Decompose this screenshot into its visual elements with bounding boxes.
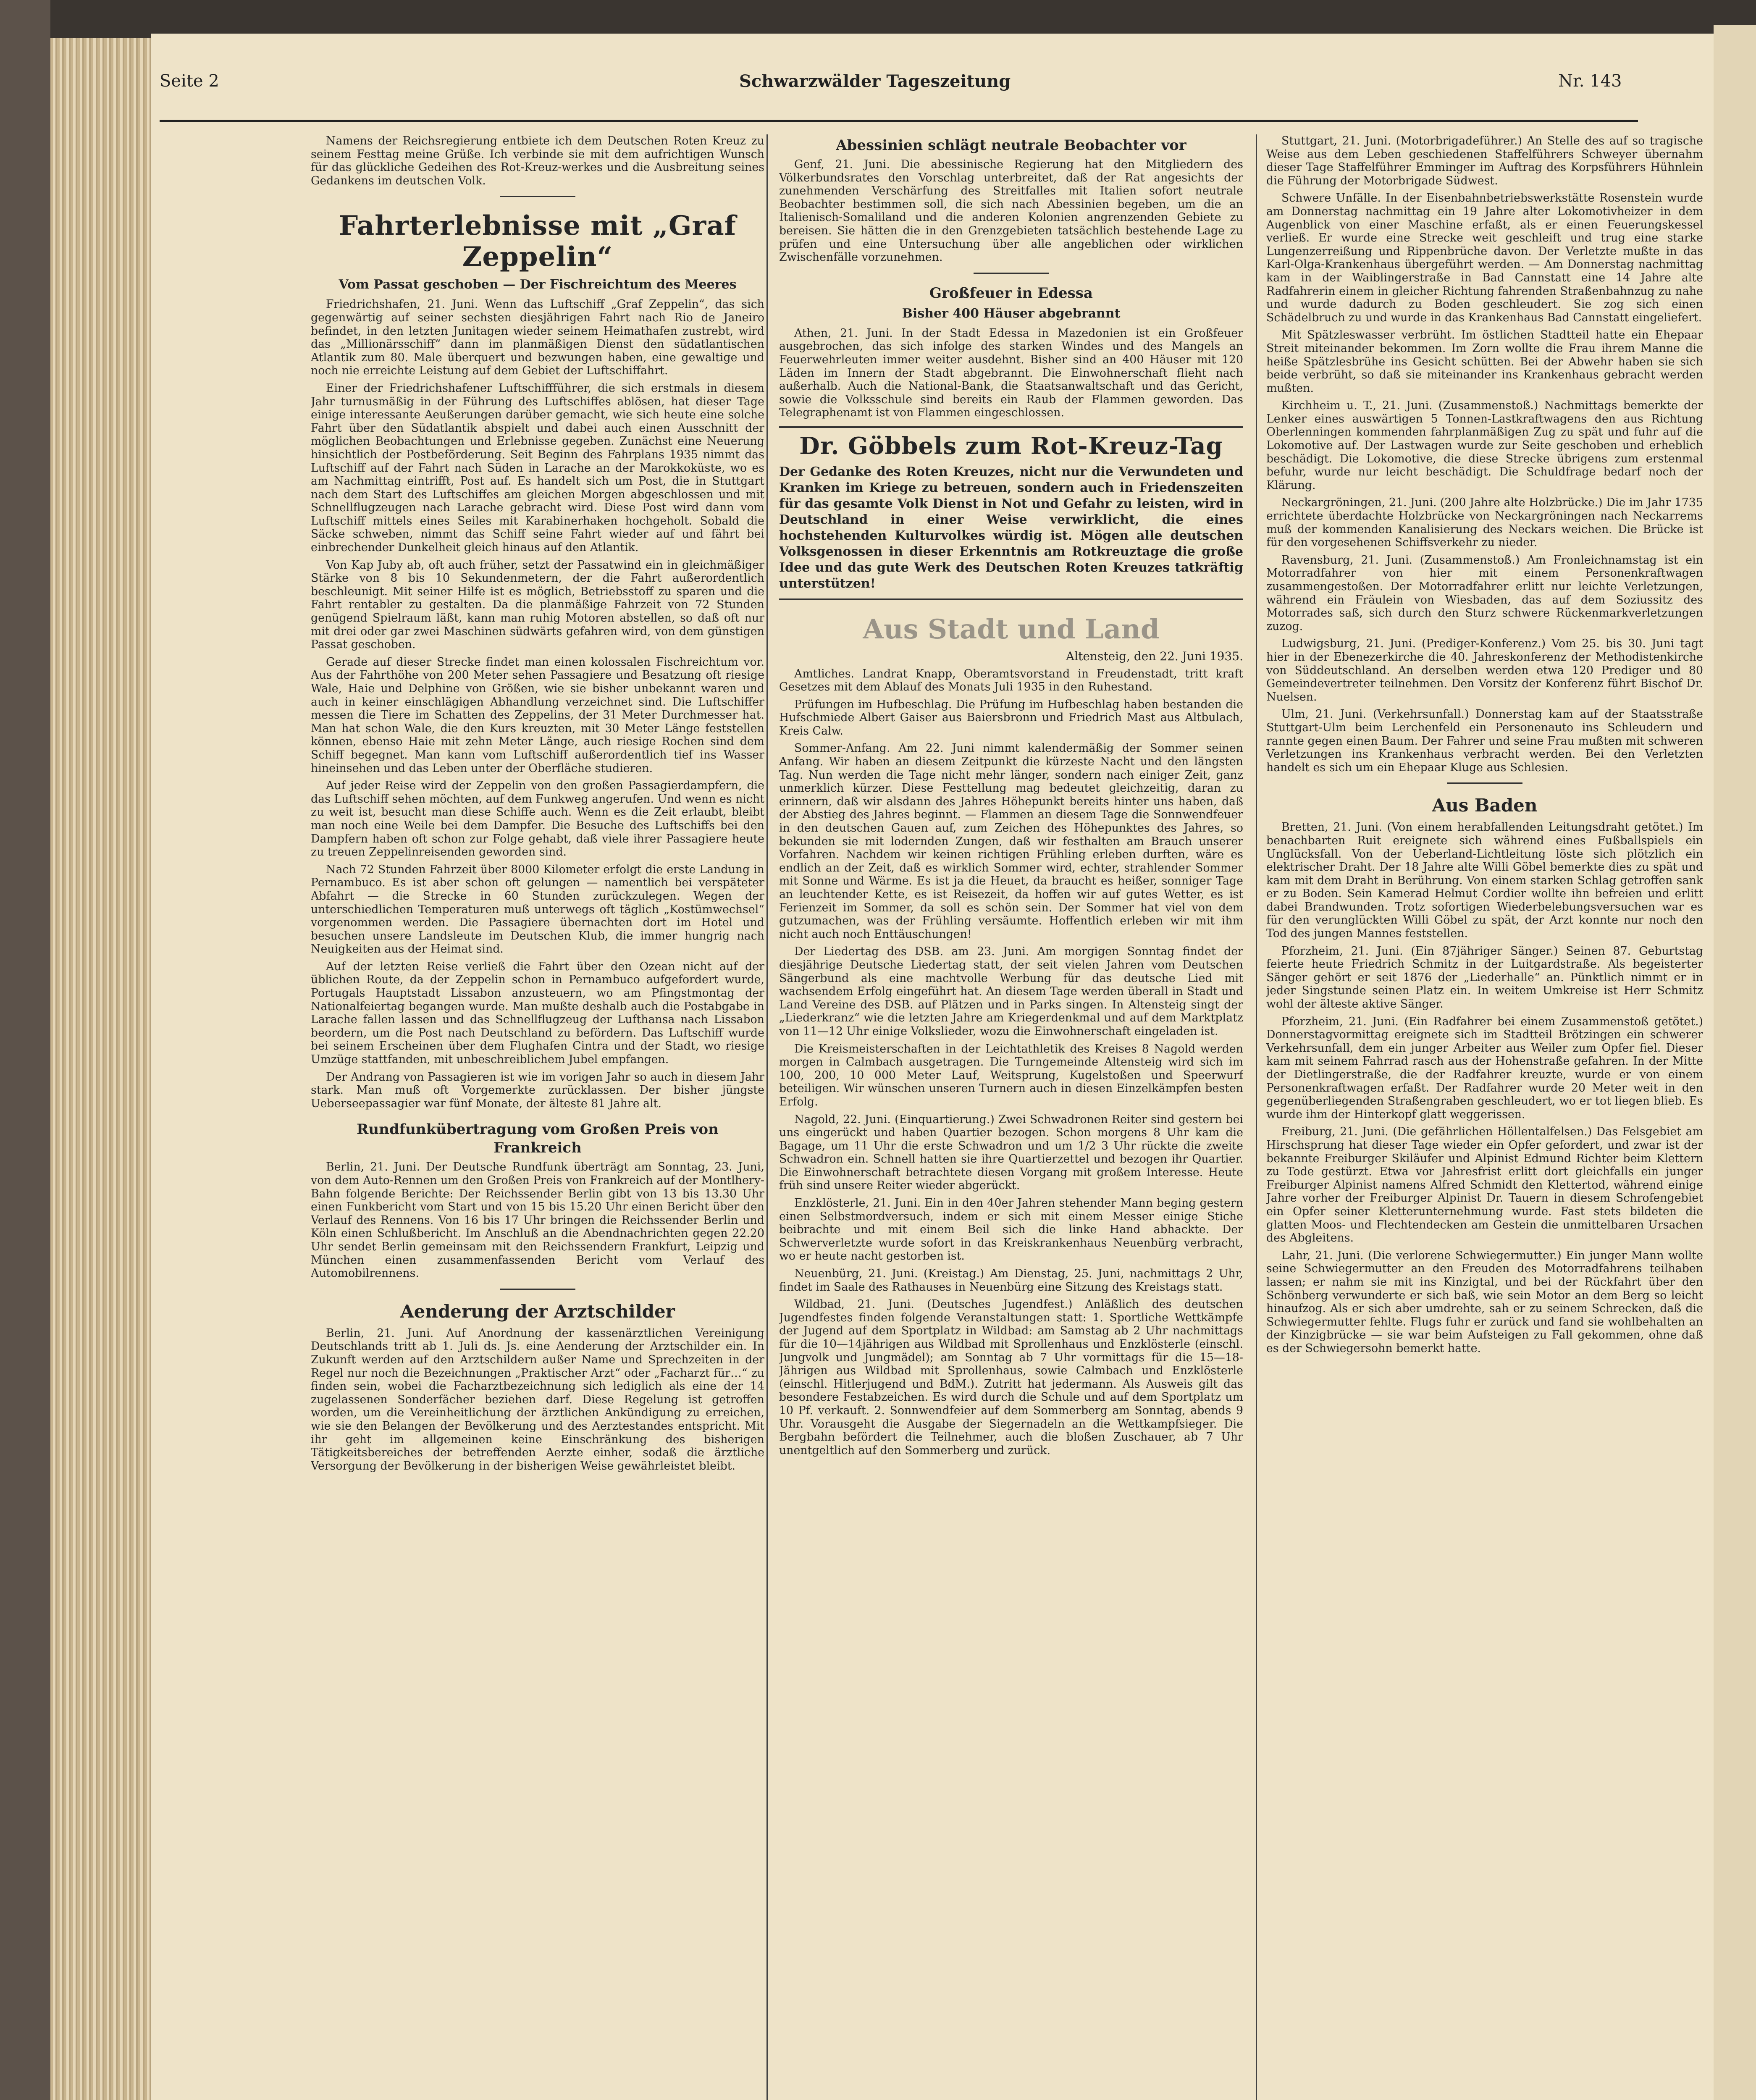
article-paragraph: Der Andrang von Passagieren ist wie im vorigen Jahr so auch in diesem Jahr stark. Man muß oft Vorgemerkte zurücklassen. Der bisher jüngste Ueberseepassagier war fünf Monate, der älteste 81 Jahre alt.	[311, 1070, 764, 1110]
article-paragraph: Nach 72 Stunden Fahrzeit über 8000 Kilometer erfolgt die erste Landung in Pernambuco. Es ist aber schon oft gelungen — namentlich bei verspäteter Abfahrt — die Strecke in 60 Stunden zurückzulegen. Wegen der unterschiedlichen Temperaturen muß unterwegs oft täglich „Kostümwechsel“ vorgenommen werden. Die Passagiere übernachten dort im Hotel und besuchen unsere Landsleute im Deutschen Klub, die immer hungrig nach Neuigkeiten aus der Heimat sind.	[311, 863, 764, 956]
article-paragraph: Amtliches. Landrat Knapp, Oberamtsvorstand in Freudenstadt, tritt kraft Gesetzes mit dem Ablauf des Monats Juli 1935 in den Ruhestand.	[779, 667, 1243, 694]
article-paragraph: Enzklösterle, 21. Juni. Ein in den 40er Jahren stehender Mann beging gestern einen Selbstmordversuch, indem er sich mit einem Messer einige Stiche beibrachte und mit einem Beil sich die linke Hand abhackte. Der Schwerverletzte wurde sofort in das Kreiskrankenhaus Neuenbürg verbracht, wo er heute nacht gestorben ist.	[779, 1197, 1243, 1263]
divider	[500, 196, 575, 197]
article-paragraph: Neuenbürg, 21. Juni. (Kreistag.) Am Dienstag, 25. Juni, nachmittags 2 Uhr, findet im Saale des Rathauses in Neuenbürg eine Sitzung des Kreistags statt.	[779, 1267, 1243, 1294]
article-paragraph: Der Liedertag des DSB. am 23. Juni. Am morgigen Sonntag findet der diesjährige Deutsche Liedertag statt, der seit vielen Jahren vom Deutschen Sängerbund als eine machtvolle Werbung für das deutsche Lied mit wachsendem Erfolg eingeführt hat. An diesem Tage werden überall in Stadt und Land Vereine des DSB. auf Plätzen und in Parks singen. In Altensteig singt der „Liederkranz“ wie die letzten Jahre am Kriegerdenkmal und auf dem Marktplatz von 11—12 Uhr einige Volkslieder, wozu die Einwohnerschaft eingeladen ist.	[779, 945, 1243, 1038]
article-paragraph: Prüfungen im Hufbeschlag. Die Prüfung im Hufbeschlag haben bestanden die Hufschmiede Albert Gaiser aus Baiersbronn und Friedrich Mast aus Altbulach, Kreis Calw.	[779, 698, 1243, 738]
article-paragraph: Auf jeder Reise wird der Zeppelin von den großen Passagierdampfern, die das Luftschiff sehen möchten, auf dem Funkweg angerufen. Und wenn es nicht zu weit ist, besucht man diese Schiffe auch. Wenn es die Zeit erlaubt, bleibt man noch eine Weile bei dem Dampfer. Die Besuche des Luftschiffs bei den Dampfern haben oft schon zur Folge gehabt, daß viele ihrer Passagiere heute zu treuen Zeppelinreisenden geworden sind.	[311, 779, 764, 859]
column-2	[779, 134, 1243, 2100]
article-paragraph: Ravensburg, 21. Juni. (Zusammenstoß.) Am Fronleichnamstag ist ein Motorradfahrer von hier mit einem Personenkraftwagen zusammengestoßen. Der Motorradfahrer erlitt nur leichte Verletzungen, während ein Fräulein von Wiesbaden, das auf dem Soziussitz des Motorrades saß, sich durch den Sturz schwere Rückenmarkverletzungen zuzog.	[1266, 553, 1703, 633]
article-paragraph: Gerade auf dieser Strecke findet man einen kolossalen Fischreichtum vor. Aus der Fahrthöhe von 200 Meter sehen Passagiere und Besatzung oft riesige Wale, Haie und Delphine von Größen, wie sie bisher unbekannt waren und auch in keiner einschlägigen Abhandlung verzeichnet sind. Die Luftschiffer messen die Tiere im Schatten des Zeppelins, der 31 Meter Durchmesser hat. Man hat schon Wale, die den Kurs kreuzten, mit 30 Meter Länge feststellen können, ebenso Haie mit zehn Meter Länge, auch riesige Rochen sind dem Schiff begegnet. Man kann vom Luftschiff außerordentlich tief ins Wasser hineinsehen und das Leben unter der Oberfläche studieren.	[311, 655, 764, 775]
article-paragraph: Lahr, 21. Juni. (Die verlorene Schwiegermutter.) Ein junger Mann wollte seine Schwiegermutter an den Freuden des Motorradfahrens teilhaben lassen; er nahm sie mit ins Kinzigtal, und bei der Rückfahrt über den Schönberg verwunderte er sich baß, wie sein Motor an dem Berg so leicht hinaufzog. Als er sich aber umdrehte, sah er zu seinem Schrecken, daß die Schwiegermutter fehlte. Flugs fuhr er zurück und fand sie wohlbehalten an der Kinzigbrücke — sie war beim Aufsteigen zu Fall gekommen, ohne daß es der Schwiegersohn bemerkt hatte.	[1266, 1249, 1703, 1355]
page-number: Seite 2	[160, 71, 219, 91]
article-paragraph: Mit Spätzleswasser verbrüht. Im östlichen Stadtteil hatte ein Ehepaar Streit miteinander bekommen. Im Zorn wollte die Frau ihrem Manne die heiße Spätzlesbrühe ins Gesicht schütten. Bei der Abwehr haben sie sich beide verbrüht, so daß sie miteinander ins Krankenhaus gebracht werden mußten.	[1266, 328, 1703, 395]
article-paragraph: Nagold, 22. Juni. (Einquartierung.) Zwei Schwadronen Reiter sind gestern bei uns eingerückt und haben Quartier bezogen. Schon morgens 8 Uhr kam die Bagage, um 11 Uhr die erste Schwadron und um 1/2 3 Uhr rückte die zweite Schwadron ein. Schnell hatten sie ihre Quartierzettel und bezogen ihr Quartier. Die Einwohnerschaft betrachtete diesen Vorgang mit großem Interesse. Heute früh sind unsere Reiter wieder abgerückt.	[779, 1113, 1243, 1192]
subheadline: Bisher 400 Häuser abgebrannt	[902, 306, 1121, 321]
issue-number: Nr. 143	[1558, 71, 1622, 91]
headline: Fahrterlebnisse mit „Graf Zeppelin“	[339, 210, 737, 273]
adjacent-page-edge	[1714, 25, 1756, 2100]
divider	[779, 598, 1243, 600]
column-1	[311, 134, 764, 2100]
article-paragraph: Freiburg, 21. Juni. (Die gefährlichen Höllentalfelsen.) Das Felsgebiet am Hirschsprung hat dieser Tage wieder ein Opfer gefordert, und zwar ist der bekannte Freiburger Skiläufer und Alpinist Edmund Richter beim Klettern zu Tode gestürzt. Etwa vor Jahresfrist erlitt dort gleichfalls ein junger Freiburger Alpinist namens Alfred Schmidt den Klettertod, während einige Jahre vorher der Freiburger Alpinist Dr. Tauern in diesem Schrofengebiet ein Opfer seiner Kletterunternehmung wurde. Fast stets bildeten die glatten Moos- und Flechtendecken am Gestein die unmittelbaren Ursachen des Abgleitens.	[1266, 1125, 1703, 1245]
book-binding	[0, 0, 50, 2100]
column-divider	[766, 134, 768, 2100]
dateline: Altensteig, den 22. Juni 1935.	[1066, 649, 1243, 663]
article-paragraph: Ulm, 21. Juni. (Verkehrsunfall.) Donnerstag kam auf der Staatsstraße Stuttgart-Ulm beim Lerchenfeld ein Personenauto ins Schleudern und rannte gegen einen Baum. Der Fahrer und seine Frau mußten mit schweren Verletzungen ins Krankenhaus verbracht werden. Bei den Verletzten handelt es sich um ein Ehepaar Kluge aus Schlesien.	[1266, 708, 1703, 774]
article-paragraph: Wildbad, 21. Juni. (Deutsches Jugendfest.) Anläßlich des deutschen Jugendfestes finden folgende Veranstaltungen statt: 1. Sportliche Wettkämpfe der Jugend auf dem Sportplatz in Wildbad: am Samstag ab 2 Uhr nachmittags für die 10—14jährigen aus Wildbad mit Sprollenhaus und Enzklösterle (einschl. Jungvolk und Jungmädel); am Sonntag ab 7 Uhr vormittags für die 15—18-Jährigen aus Wildbad mit Sprollenhaus, sowie Calmbach und Enzklösterle (einschl. Hitlerjugend und BdM.). Zutritt hat jedermann. Als Ausweis gilt das besondere Festabzeichen. Es wird durch die Schule und auf dem Sportplatz um 10 Pf. verkauft. 2. Sonnwendfeier auf dem Sommerberg am Sonntag, abends 9 Uhr. Vorausgeht die Ausgabe der Siegernadeln an die Wettkampfsieger. Die Bergbahn befördert die Teilnehmer, auch die bloßen Zuschauer, ab 7 Uhr unentgeltlich auf den Sommerberg und zurück.	[779, 1298, 1243, 1457]
article-paragraph: Sommer-Anfang. Am 22. Juni nimmt kalendermäßig der Sommer seinen Anfang. Wir haben an diesem Zeitpunkt die kürzeste Nacht und den längsten Tag. Nun werden die Tage nicht mehr länger, sondern nach einiger Zeit, ganz unmerklich kürzer. Diese Festtellung mag bedeutet gleichzeitig, daran zu erinnern, daß wir alsdann des Jahres Höhepunkt bereits hinter uns haben, daß der Abstieg des Jahres beginnt. — Flammen an diesem Tage die Sonnwendfeuer in den deutschen Gauen auf, zum Zeichen des Höhepunktes des Jahres, so bekunden sie mit lodernden Zungen, daß wir festhalten am Brauch unserer Vorfahren. Nachdem wir keinen richtigen Frühling erleben durften, wäre es endlich an der Zeit, daß es wirklich Sommer wird, echter, strahlender Sommer mit Sonne und Wärme. Es ist ja die Heuet, da braucht es heißer, sonniger Tage an leuchtender Kette, es ist Reisezeit, da hoffen wir auf gutes Wetter, es ist Ferienzeit im Sommer, da soll es schön sein. Der Sommer hat viel von dem gutzumachen, was der Frühling versäumte. Hoffentlich erleben wir mit ihm nicht auch noch Enttäuschungen!	[779, 742, 1243, 941]
article-paragraph: Namens der Reichsregierung entbiete ich dem Deutschen Roten Kreuz zu seinem Festtag meine Grüße. Ich verbinde sie mit dem aufrichtigen Wunsch für das glückliche Gedeihen des Rot-Kreuz-werkes und die Ausbreitung seines Gedankens im deutschen Volk.	[311, 134, 764, 187]
article-paragraph: Stuttgart, 21. Juni. (Motorbrigadeführer.) An Stelle des auf so tragische Weise aus dem Leben geschiedenen Staffelführers Schweyer übernahm dieser Tage Staffelführer Emminger im Auftrag des Korpsführers Hühnlein die Führung der Motorbrigade Südwest.	[1266, 134, 1703, 187]
article-paragraph: Genf, 21. Juni. Die abessinische Regierung hat den Mitgliedern des Völkerbundsrates den Vorschlag unterbreitet, daß der Rat angesichts der zunehmenden Verschärfung des Streitfalles mit Italien sofort neutrale Beobachter bestimmen soll, die sich nach Abessinien begeben, um die an Italienisch-Somaliland und die anderen Kolonien angrenzenden Gebiete zu bereisen. Sie hätten die in den Grenzgebieten tatsächlich bestehende Lage zu prüfen und eine Untersuchung über alle angeblichen oder wirklichen Zwischenfälle vorzunehmen.	[779, 158, 1243, 264]
section-title: Aus Stadt und Land	[863, 613, 1160, 645]
article-paragraph: Einer der Friedrichshafener Luftschiffführer, die sich erstmals in diesem Jahr turnusmäßig in der Führung des Luftschiffes ablösen, hat dieser Tage einige interessante Aeußerungen darüber gemacht, wie sich heute eine solche Fahrt über den Südatlantik abspielt und dabei auch einen Ausschnitt der möglichen Beobachtungen und Erlebnisse gegeben. Zunächst eine Neuerung hinsichtlich der Postbeförderung. Seit Beginn des Fahrplans 1935 nimmt das Luftschiff auf der Fahrt nach Süden in Larache an der Marokkoküste, wo es am Nachmittag eintrifft, Post auf. Es handelt sich um Post, die in Stuttgart nach dem Start des Luftschiffes am gleichen Morgen abgeschlossen und mit Schnellflugzeugen nach Larache gebracht wird. Diese Post wird dann vom Luftschiff mittels eines Seiles mit Karabinerhaken hochgeholt. Sobald die Säcke schweben, nimmt das Schiff seine Fahrt wieder auf und fährt bei einbrechender Dunkelheit gleich hinaus auf den Atlantik.	[311, 381, 764, 554]
article-paragraph: Ludwigsburg, 21. Juni. (Prediger-Konferenz.) Vom 25. bis 30. Juni tagt hier in der Ebenezerkirche die 40. Jahreskonferenz der Methodistenkirche von Süddeutschland. An derselben werden etwa 120 Prediger und 80 Gemeindevertreter teilnehmen. Den Vorsitz der Konferenz führt Bischof Dr. Nuelsen.	[1266, 637, 1703, 704]
page-edges	[50, 38, 151, 2100]
article-paragraph: Auf der letzten Reise verließ die Fahrt über den Ozean nicht auf der üblichen Route, da der Zeppelin schon in Pernambuco aufgefordert wurde, Portugals Hauptstadt Lissabon anzusteuern, wo am Pfingstmontag der Nationalfeiertag begangen wurde. Man mußte deshalb auch die Postabgabe in Larache fallen lassen und das Schnellflugzeug der Lufthansa nach Lissabon beordern, um die Post nach Deutschland zu befördern. Das Luftschiff wurde bei seinem Erscheinen über dem Flughafen Cintra und der Stadt, wo riesige Umzüge stattfanden, mit unbeschreiblichem Jubel empfangen.	[311, 960, 764, 1066]
headline: Rundfunkübertragung vom Großen Preis von Frankreich	[357, 1121, 719, 1157]
newspaper-title: Schwarzwälder Tageszeitung	[739, 71, 1011, 91]
headline: Großfeuer in Edessa	[929, 284, 1093, 302]
header-rule	[160, 120, 1638, 122]
article-paragraph: Schwere Unfälle. In der Eisenbahnbetriebswerkstätte Rosenstein wurde am Donnerstag nachmittag ein 19 Jahre alter Lokomotivheizer in dem Augenblick von einer Maschine erfaßt, als er einen Feuerungskessel verließ. Er wurde eine Strecke weit geschleift und trug eine starke Lungenzerreißung und Rippenbrüche davon. Der Verletzte mußte in das Karl-Olga-Krankenhaus übergeführt werden. — Am Donnerstag nachmittag kam in der Waiblingerstraße in Bad Cannstatt eine 14 Jahre alte Radfahrerin einem in gleicher Richtung fahrenden Straßenbahnzug zu nahe und wurde dadurch zu Boden geschleudert. Sie zog sich einen Schädelbruch zu und wurde in das Krankenhaus Bad Cannstatt eingeliefert.	[1266, 192, 1703, 324]
article-paragraph: Von Kap Juby ab, oft auch früher, setzt der Passatwind ein in gleichmäßiger Stärke von 8 bis 10 Sekundenmetern, der die Fahrt außerordentlich beschleunigt. Mit seiner Hilfe ist es möglich, Betriebsstoff zu sparen und die Fahrt rentabler zu gestalten. Da die planmäßige Fahrzeit von 72 Stunden genügend Spielraum läßt, kann man ruhig Motoren abstellen, so daß oft nur mit drei oder gar zwei Maschinen südwärts gefahren wird, von dem günstigen Passat geschoben.	[311, 558, 764, 651]
article-paragraph: Bretten, 21. Juni. (Von einem herabfallenden Leitungsdraht getötet.) Im benachbarten Ruit ereignete sich während eines Fußballspiels ein Unglücksfall. Von der Ueberland-Lichtleitung löste sich plötzlich ein elektrischer Draht. Der 18 Jahre alte Willi Göbel bemerkte dies zu spät und kam mit dem Draht in Berührung. Von einem starken Schlag getroffen sank er zu Boden. Sein Kamerad Helmut Cordier wollte ihn befreien und erlitt dabei Brandwunden. Trotz sofortigen Wiederbelebungsversuchen war es für den verunglückten Willi Göbel zu spät, der Arzt konnte nur noch den Tod des jungen Mannes feststellen.	[1266, 821, 1703, 940]
article-paragraph: Neckargröningen, 21. Juni. (200 Jahre alte Holzbrücke.) Die im Jahr 1735 errichtete überdachte Holzbrücke von Neckargröningen nach Neckarrems muß der kommenden Kanalisierung des Neckars weichen. Die Brücke ist für den vorgesehenen Schiffsverkehr zu nieder.	[1266, 496, 1703, 549]
divider	[500, 1289, 575, 1290]
article-paragraph: Pforzheim, 21. Juni. (Ein Radfahrer bei einem Zusammenstoß getötet.) Donnerstagvormittag ereignete sich im Stadtteil Brötzingen ein schwerer Verkehrsunfall, dem ein junger Arbeiter aus Weiler zum Opfer fiel. Dieser kam mit seinem Fahrrad rasch aus der Hohenstraße gefahren. In der Mitte der Dietlingerstraße, die der Radfahrer kreuzte, wurde er von einem Personenkraftwagen erfaßt. Der Radfahrer wurde 20 Meter weit in den gegenüberliegenden Straßengraben geschleudert, wo er tot liegen blieb. Es wurde ihm der Hinterkopf glatt weggerissen.	[1266, 1015, 1703, 1121]
article-paragraph: Berlin, 21. Juni. Der Deutsche Rundfunk überträgt am Sonntag, 23. Juni, von dem Auto-Rennen um den Großen Preis von Frankreich auf der Montlhery-Bahn folgende Berichte: Der Reichssender Berlin gibt von 13 bis 13.30 Uhr einen Funkbericht vom Start und von 15 bis 15.20 Uhr einen Bericht über den Verlauf des Rennens. Von 16 bis 17 Uhr bringen die Reichssender Berlin und Köln einen Schlußbericht. Im Anschluß an die Abendnachrichten gegen 22.20 Uhr sendet Berlin gemeinsam mit den Reichssendern Frankfurt, Leipzig und München einen zusammenfassenden Bericht vom Verlauf des Automobilrennens.	[311, 1160, 764, 1280]
column-3	[1266, 134, 1703, 2100]
headline: Aenderung der Arztschilder	[400, 1301, 675, 1322]
article-paragraph: Athen, 21. Juni. In der Stadt Edessa in Mazedonien ist ein Großfeuer ausgebrochen, das sich infolge des starken Windes und des Mangels an Feuerwehrleuten immer weiter ausdehnt. Bisher sind an 400 Häuser mit 120 Läden im Innern der Stadt abgebrannt. Die Einwohnerschaft flieht nach außerhalb. Auch die National-Bank, die Staatsanwaltschaft und das Gericht, sowie die Volksschule sind bereits ein Raub der Flammen geworden. Das Telegraphenamt ist von Flammen eingeschlossen.	[779, 326, 1243, 420]
headline: Abessinien schlägt neutrale Beobachter vor	[836, 137, 1186, 154]
article-paragraph: Kirchheim u. T., 21. Juni. (Zusammenstoß.) Nachmittags bemerkte der Lenker eines auswärtigen 5 Tonnen-Lastkraftwagens den aus Richtung Oberlenningen kommenden fahrplanmäßigen Zug zu spät und fuhr auf die Lokomotive auf. Der Lastwagen wurde zur Seite geschoben und erheblich beschädigt. Die Lokomotive, die diese Strecke übrigens zum erstenmal befuhr, wurde nur leicht beschädigt. Die Schuldfrage bedarf noch der Klärung.	[1266, 399, 1703, 492]
divider	[974, 273, 1049, 274]
article-paragraph: Die Kreismeisterschaften in der Leichtathletik des Kreises 8 Nagold werden morgen in Calmbach ausgetragen. Die Turngemeinde Altensteig wird sich im 100, 200, 10 000 Meter Lauf, Weitsprung, Kugelstoßen und Speerwurf beteiligen. Wir wünschen unseren Turnern auch in diesen Einzelkämpfen besten Erfolg.	[779, 1042, 1243, 1108]
article-paragraph: Pforzheim, 21. Juni. (Ein 87jähriger Sänger.) Seinen 87. Geburtstag feierte heute Friedrich Schmitz in der Luitgardstraße. Als begeisterter Sänger gehört er seit 1876 der „Liederhalle“ an. Pünktlich nimmt er in jeder Singstunde seinen Platz ein. In weitem Umkreise ist Herr Schmitz wohl der älteste aktive Sänger.	[1266, 944, 1703, 1011]
divider	[1447, 782, 1522, 784]
headline: Dr. Göbbels zum Rot-Kreuz-Tag	[799, 432, 1223, 460]
article-paragraph: Berlin, 21. Juni. Auf Anordnung der kassenärztlichen Vereinigung Deutschlands tritt ab 1. Juli ds. Js. eine Aenderung der Arztschilder ein. In Zukunft werden auf den Arztschildern außer Name und Sprechzeiten in der Regel nur noch die Bezeichnungen „Praktischer Arzt“ oder „Facharzt für…“ zu finden sein, wobei die Facharztbezeichnung sich lediglich als eine der 14 zugelassenen Sonderfächer beziehen darf. Diese Regelung ist getroffen worden, um die Vereinheitlichung der ärztlichen Ankündigung zu erreichen, wie sie den Belangen der Bevölkerung und des Aerztestandes entspricht. Mit ihr geht im allgemeinen keine Einschränkung des bisherigen Tätigkeitsbereiches der betreffenden Aerzte einher, sodaß die ärztliche Versorgung der Bevölkerung in der bisherigen Weise gewährleistet bleibt.	[311, 1326, 764, 1473]
column-divider	[1256, 134, 1257, 2100]
divider	[779, 426, 1243, 428]
article-paragraph: Friedrichshafen, 21. Juni. Wenn das Luftschiff „Graf Zeppelin“, das sich gegenwärtig auf seiner sechsten diesjährigen Fahrt nach Rio de Janeiro befindet, in den letzten Junitagen wieder seinem Heimathafen zustrebt, wird das „Millionärsschiff“ dann im planmäßigen Dienst den südatlantischen Atlantik zum 80. Male überquert und bezwungen haben, eine gewaltige und noch nie erreichte Leistung auf dem Gebiet der Luftschiffahrt.	[311, 298, 764, 378]
lead-paragraph: Der Gedanke des Roten Kreuzes, nicht nur die Verwundeten und Kranken im Kriege zu betreuen, sondern auch in Friedenszeiten für das gesamte Volk Dienst in Not und Gefahr zu leisten, wird in Deutschland in einer Weise verwirklicht, die eines hochstehenden Kulturvolkes würdig ist. Mögen alle deutschen Volksgenossen in dieser Erkenntnis am Rotkreuztage die große Idee und das gute Werk des Deutschen Roten Kreuzes tatkräftig unterstützen!	[779, 464, 1243, 591]
section-title: Aus Baden	[1432, 795, 1538, 816]
subheadline: Vom Passat geschoben — Der Fischreichtum des Meeres	[339, 277, 737, 292]
